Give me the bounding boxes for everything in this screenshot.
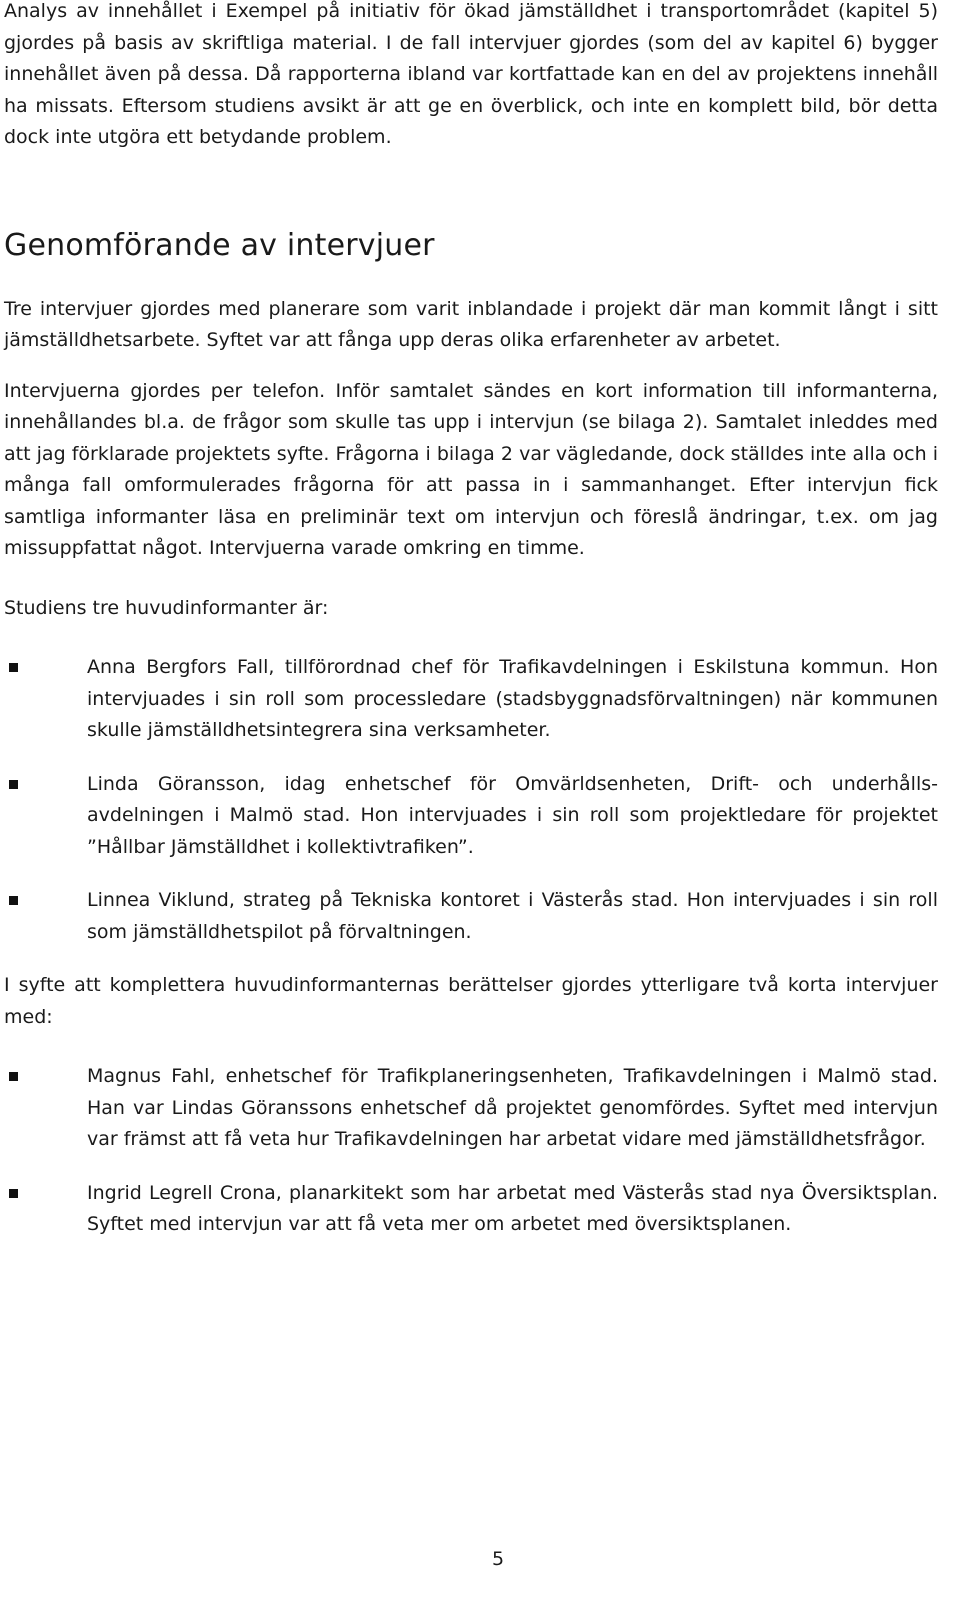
- list-item: [4, 652, 938, 747]
- supplementary-informants-list: [4, 1061, 938, 1241]
- page-number: 5: [491, 1548, 505, 1570]
- bullet-square-icon: [9, 663, 18, 672]
- bullet-square-icon: [9, 1072, 18, 1081]
- document-page: [4, 0, 938, 1263]
- bullet-square-icon: [9, 896, 18, 905]
- list-item-text: Anna Bergfors Fall, tillförordnad chef för Trafikavdelningen i Eskilstuna kommun. Hon intervjuades i sin roll som processledare (stadsbyggnadsförvaltningen) när kommunen skulle jämställdhetsintegrera sina verksamheter.: [87, 656, 938, 741]
- main-informants-list: [4, 652, 938, 948]
- list-item-text: Linda Göransson, idag enhetschef för Omvärldsenheten, Drift- och underhållsavdelningen i Malmö stad. Hon intervjuades i sin roll som projektledare för projektet ”Hållbar Jämställdhet i kollektivtrafiken”.: [87, 772, 938, 858]
- supplementary-label: I syfte att komplettera huvudinformanternas berättelser gjordes ytterligare två korta intervjuer med:: [4, 974, 938, 1028]
- bullet-square-icon: [9, 780, 18, 789]
- intro-paragraph: Analys av innehållet i Exempel på initiativ för ökad jämställdhet i transportområdet (kapitel 5) gjordes på basis av skriftliga material. I de fall intervjuer gjordes (som del av kapitel 6) bygger innehållet även på dessa. Då rapporterna ibland var kortfattade kan en del av projektens innehåll ha missats. Eftersom studiens avsikt är att ge en överblick, och inte en komplett bild, bör detta dock inte utgöra ett betydande problem.: [4, 0, 938, 148]
- list-item: [4, 769, 938, 864]
- section-heading: Genomförande av intervjuer: [4, 227, 435, 263]
- list-item-text: Linnea Viklund, strateg på Tekniska kontoret i Västerås stad. Hon intervjuades i sin roll som jämställdhetspilot på förvaltningen.: [87, 889, 938, 943]
- interview-paragraph-2: Intervjuerna gjordes per telefon. Inför samtalet sändes en kort information till informanterna, innehållandes bl.a. de frågor som skulle tas upp i intervjun (se bilaga 2). Samtalet inleddes med att jag förklarade projektets syfte. Frågorna i bilaga 2 var vägledande, dock ställdes inte alla och i många fall omformulerades frågorna för att passa in i sammanhanget. Efter intervjun fick samtliga informanter läsa en preliminär text om intervjun och föreslå ändringar, t.ex. om jag missuppfattat något. Intervjuerna varade omkring en timme.: [4, 379, 938, 559]
- list-item-text: Magnus Fahl, enhetschef för Trafikplaneringsenheten, Trafikavdelningen i Malmö stad. Han var Lindas Göranssons enhetschef då projektet genomfördes. Syftet med intervjun var främst att få veta hur Trafikavdelningen har arbetat vidare med jämställdhetsfrågor.: [87, 1065, 938, 1150]
- list-item: [4, 1061, 938, 1156]
- interview-paragraph-1: Tre intervjuer gjordes med planerare som varit inblandade i projekt där man kommit långt i sitt jämställdhetsarbete. Syftet var att fånga upp deras olika erfarenheter av arbetet.: [4, 297, 938, 351]
- list-item: [4, 885, 938, 948]
- list-item-text: Ingrid Legrell Crona, planarkitekt som har arbetat med Västerås stad nya Översiktsplan. Syftet med intervjun var att få veta mer om arbetet med översiktsplanen.: [87, 1181, 938, 1235]
- bullet-square-icon: [9, 1189, 18, 1198]
- list-item: [4, 1178, 938, 1241]
- main-informants-label: Studiens tre huvudinformanter är:: [4, 596, 329, 619]
